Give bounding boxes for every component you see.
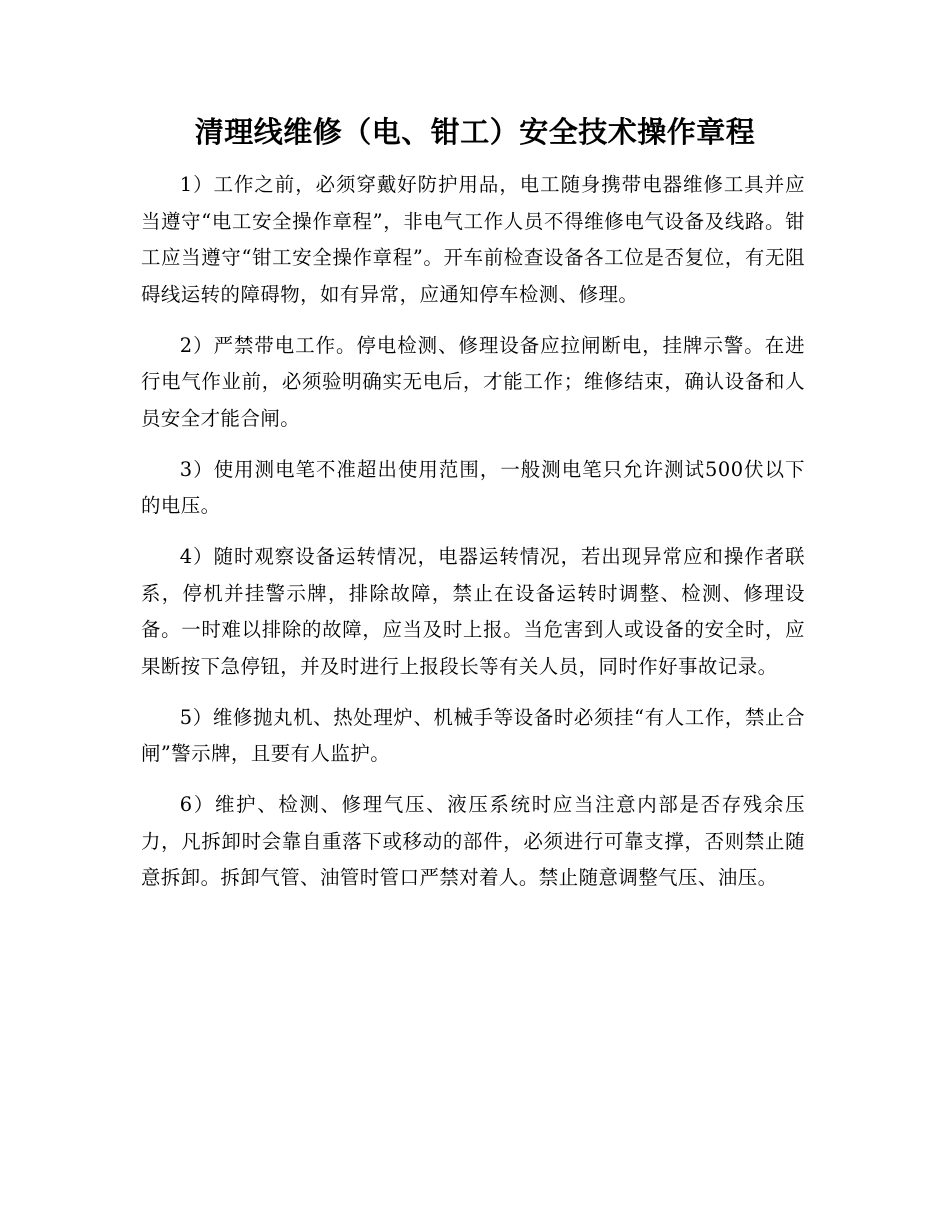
paragraph-2: 2）严禁带电工作。停电检测、修理设备应拉闸断电，挂牌示警。在进行电气作业前，必须验明确实无电后，才能工作；维修结束，确认设备和人员安全才能合闸。 (141, 333, 805, 430)
paragraph-4: 4）随时观察设备运转情况，电器运转情况，若出现异常应和操作者联系，停机并挂警示牌，排除故障，禁止在设备运转时调整、检测、修理设备。一时难以排除的故障，应当及时上报。当危害到人或设备的安全时，应果断按下急停钮，并及时进行上报段长等有关人员，同时作好事故记录。 (141, 545, 805, 678)
document-title: 清理线维修（电、钳工）安全技术操作章程 (194, 115, 756, 149)
paragraph-3: 3）使用测电笔不准超出使用范围，一般测电笔只允许测试500伏以下的电压。 (141, 457, 805, 517)
document-body (141, 167, 805, 911)
paragraph-1: 1）工作之前，必须穿戴好防护用品，电工随身携带电器维修工具并应当遵守“电工安全操作章程”，非电气工作人员不得维修电气设备及线路。钳工应当遵守“钳工安全操作章程”。开车前检查设备各工位是否复位，有无阻碍线运转的障碍物，如有异常，应通知停车检测、修理。 (141, 173, 805, 306)
paragraph-6: 6）维护、检测、修理气压、液压系统时应当注意内部是否存残余压力，凡拆卸时会靠自重落下或移动的部件，必须进行可靠支撑，否则禁止随意拆卸。拆卸气管、油管时管口严禁对着人。禁止随意调整气压、油压。 (141, 793, 805, 889)
paragraph-5: 5）维修抛丸机、热处理炉、机械手等设备时必须挂“有人工作，禁止合闸”警示牌，且要有人监护。 (141, 705, 805, 765)
